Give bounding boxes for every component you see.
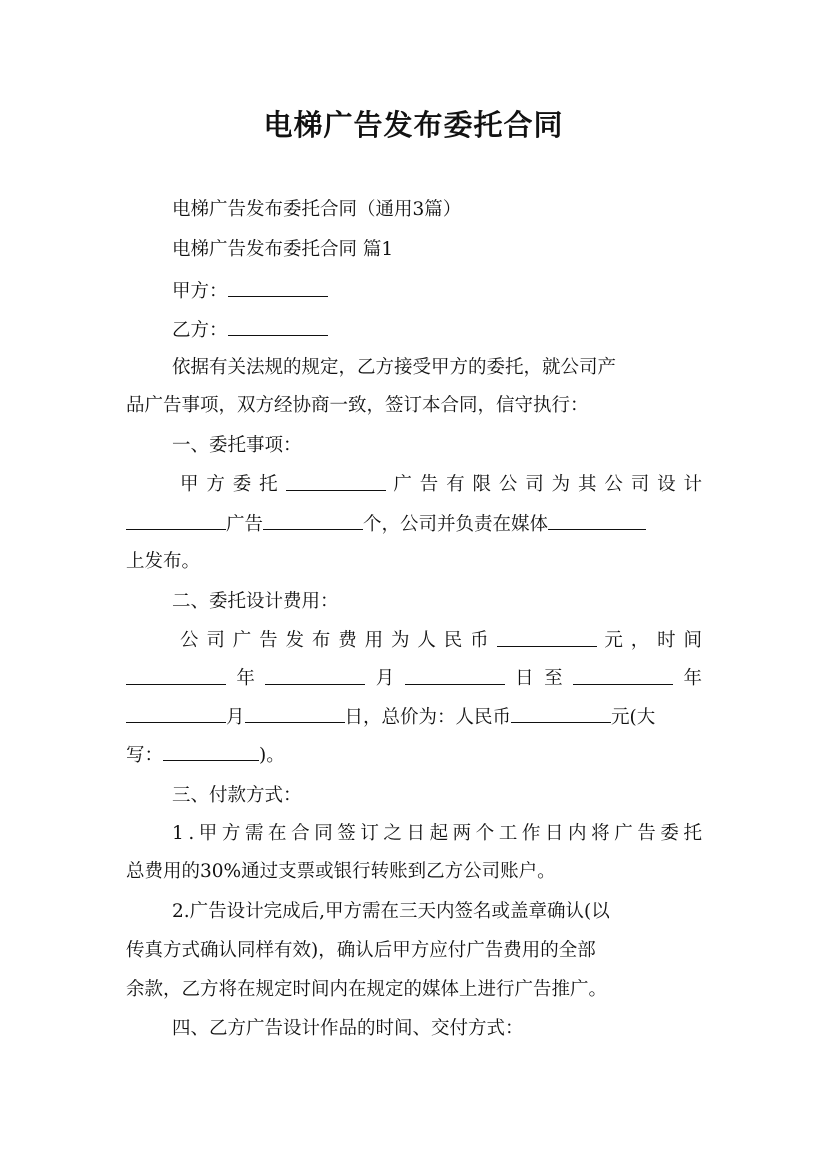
- section-4-heading: 四、乙方广告设计作品的时间、交付方式：: [172, 1018, 524, 1039]
- document-title: 电梯广告发布委托合同: [263, 108, 564, 142]
- intro-line-2: 品广告事项，双方经协商一致，签订本合同，信守执行：: [126, 395, 589, 416]
- party-b-line: [172, 318, 702, 343]
- section-3-para-1-line-1: 1 . 甲 方 需 在 合 同 签 订 之 日 起 两 个 工 作 日 内 将 广 告 委 托: [172, 823, 702, 844]
- section-3-para-1-line-2: 总费用的30%通过支票或银行转账到乙方公司账户。: [126, 861, 556, 882]
- section-3-para-2-line-3: 余款，乙方将在规定时间内在规定的媒体上进行广告推广。: [126, 979, 608, 1000]
- section-2-line-4: 写： )。: [126, 745, 285, 766]
- intro-line-1: 依据有关法规的规定，乙方接受甲方的委托，就公司产: [172, 357, 617, 378]
- agency-blank: [286, 473, 386, 491]
- section-3-heading: 三、付款方式：: [172, 785, 302, 806]
- section-1-line-3: 上发布。: [126, 551, 201, 572]
- part-heading: 电梯广告发布委托合同 篇1: [172, 239, 394, 260]
- section-1-line-1: 甲 方 委 托 广 告 有 限 公 司 为 其 公 司 设 计: [180, 474, 702, 495]
- section-2-line-3: 月 日，总价为：人民币 元(大: [126, 705, 702, 730]
- party-a-line: [172, 279, 702, 304]
- party-a-label: 甲方：: [172, 281, 228, 302]
- party-a-blank: [228, 279, 328, 297]
- subtitle: 电梯广告发布委托合同（通用3篇）: [172, 199, 462, 220]
- section-1-heading: 一、委托事项：: [172, 435, 302, 456]
- section-2-line-1: 公 司 广 告 发 布 费 用 为 人 民 币 元 ， 时 间: [180, 630, 702, 651]
- section-1-line-2: 广告 个，公司并负责在媒体: [126, 512, 702, 537]
- party-b-label: 乙方：: [172, 320, 228, 341]
- section-2-line-2: 年 月 日 至 年: [126, 667, 702, 691]
- fee-blank: [497, 629, 597, 647]
- section-3-para-2-line-2: 传真方式确认同样有效)，确认后甲方应付广告费用的全部: [126, 940, 596, 961]
- section-3-para-2-line-1: 2.广告设计完成后,甲方需在三天内签名或盖章确认(以: [172, 901, 610, 922]
- party-b-blank: [228, 318, 328, 336]
- section-2-heading: 二、委托设计费用：: [172, 591, 339, 612]
